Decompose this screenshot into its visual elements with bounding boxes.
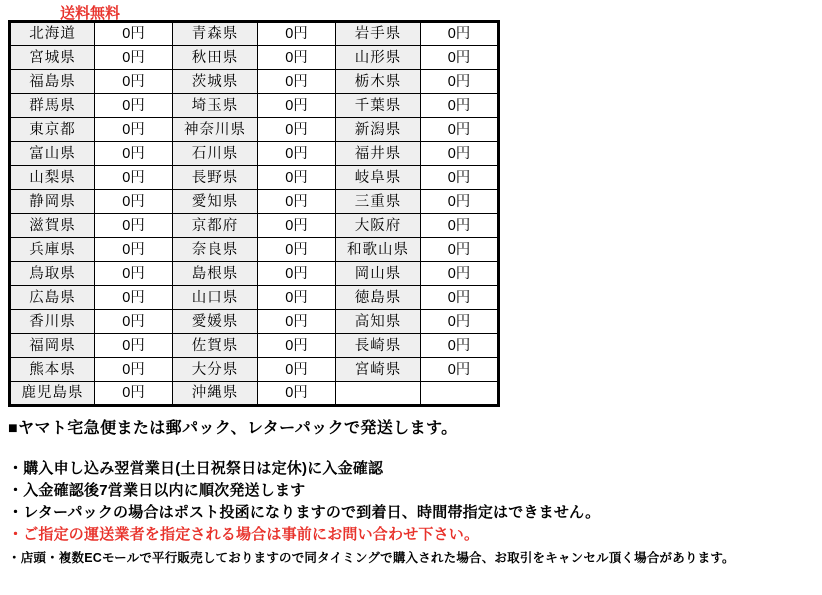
prefecture-cell: 石川県 [173, 142, 258, 166]
note-line: ・ご指定の運送業者を指定される場合は事前にお問い合わせ下さい。 [8, 526, 480, 543]
fee-cell: 0円 [95, 286, 173, 310]
fee-cell: 0円 [421, 70, 499, 94]
free-shipping-banner: 送料無料 [60, 5, 121, 22]
fee-cell: 0円 [421, 286, 499, 310]
prefecture-cell: 京都府 [173, 214, 258, 238]
fee-cell: 0円 [95, 166, 173, 190]
prefecture-cell: 岩手県 [336, 22, 421, 46]
fee-cell: 0円 [95, 70, 173, 94]
table-row [10, 94, 499, 118]
fee-cell: 0円 [258, 238, 336, 262]
prefecture-cell: 山形県 [336, 46, 421, 70]
fee-cell: 0円 [95, 94, 173, 118]
prefecture-cell: 山口県 [173, 286, 258, 310]
note-line: ・購入申し込み翌営業日(土日祝祭日は定休)に入金確認 [8, 460, 384, 477]
table-row [10, 118, 499, 142]
note-line: ・レターパックの場合はポスト投函になりますので到着日、時間帯指定はできません。 [8, 504, 601, 521]
prefecture-cell: 山梨県 [10, 166, 95, 190]
fee-cell: 0円 [421, 118, 499, 142]
table-row [10, 70, 499, 94]
table-row [10, 310, 499, 334]
shipping-notes-list [8, 458, 808, 568]
table-row [10, 142, 499, 166]
prefecture-cell: 新潟県 [336, 118, 421, 142]
prefecture-cell: 長野県 [173, 166, 258, 190]
table-row [10, 238, 499, 262]
fee-cell: 0円 [95, 214, 173, 238]
prefecture-cell: 佐賀県 [173, 334, 258, 358]
fee-cell: 0円 [95, 310, 173, 334]
prefecture-cell: 宮城県 [10, 46, 95, 70]
prefecture-cell: 兵庫県 [10, 238, 95, 262]
fee-cell: 0円 [258, 334, 336, 358]
fee-cell: 0円 [95, 358, 173, 382]
prefecture-cell: 鳥取県 [10, 262, 95, 286]
prefecture-cell: 徳島県 [336, 286, 421, 310]
prefecture-cell: 群馬県 [10, 94, 95, 118]
prefecture-cell: 和歌山県 [336, 238, 421, 262]
prefecture-cell: 岡山県 [336, 262, 421, 286]
fee-cell: 0円 [258, 166, 336, 190]
prefecture-cell: 神奈川県 [173, 118, 258, 142]
fee-cell: 0円 [95, 142, 173, 166]
prefecture-cell: 埼玉県 [173, 94, 258, 118]
prefecture-cell: 愛知県 [173, 190, 258, 214]
table-row [10, 286, 499, 310]
table-row [10, 190, 499, 214]
fee-cell: 0円 [421, 358, 499, 382]
table-row [10, 358, 499, 382]
prefecture-cell: 愛媛県 [173, 310, 258, 334]
fee-cell: 0円 [258, 118, 336, 142]
prefecture-cell: 高知県 [336, 310, 421, 334]
prefecture-cell: 千葉県 [336, 94, 421, 118]
table-row [10, 166, 499, 190]
prefecture-cell: 沖縄県 [173, 382, 258, 406]
fee-cell: 0円 [258, 214, 336, 238]
fee-cell: 0円 [258, 286, 336, 310]
fee-cell: 0円 [258, 310, 336, 334]
prefecture-cell: 島根県 [173, 262, 258, 286]
prefecture-cell: 鹿児島県 [10, 382, 95, 406]
empty-cell [336, 382, 421, 406]
prefecture-cell: 宮崎県 [336, 358, 421, 382]
fee-cell: 0円 [95, 190, 173, 214]
prefecture-cell: 栃木県 [336, 70, 421, 94]
fee-cell: 0円 [258, 70, 336, 94]
fee-cell: 0円 [258, 262, 336, 286]
fee-cell: 0円 [258, 382, 336, 406]
fee-cell: 0円 [421, 334, 499, 358]
fee-cell: 0円 [421, 142, 499, 166]
prefecture-cell: 熊本県 [10, 358, 95, 382]
prefecture-cell: 東京都 [10, 118, 95, 142]
fee-cell: 0円 [421, 238, 499, 262]
note-line: ・入金確認後7営業日以内に順次発送します [8, 482, 306, 499]
fee-cell: 0円 [258, 94, 336, 118]
fee-cell: 0円 [421, 262, 499, 286]
prefecture-cell: 福井県 [336, 142, 421, 166]
shipping-fee-table-wrapper [8, 20, 500, 407]
prefecture-cell: 北海道 [10, 22, 95, 46]
fee-cell: 0円 [421, 46, 499, 70]
fee-cell: 0円 [421, 94, 499, 118]
fee-cell: 0円 [95, 22, 173, 46]
fee-cell: 0円 [258, 46, 336, 70]
prefecture-cell: 大分県 [173, 358, 258, 382]
table-row [10, 382, 499, 406]
shipping-fee-table-body [10, 22, 499, 406]
fee-cell: 0円 [95, 382, 173, 406]
prefecture-cell: 香川県 [10, 310, 95, 334]
fee-cell: 0円 [258, 358, 336, 382]
fee-cell: 0円 [95, 262, 173, 286]
note-line: ・店頭・複数ECモールで平行販売しておりますので同タイミングで購入された場合、お取引をキャンセル頂く場合があります。 [8, 551, 735, 565]
prefecture-cell: 岐阜県 [336, 166, 421, 190]
prefecture-cell: 奈良県 [173, 238, 258, 262]
prefecture-cell: 茨城県 [173, 70, 258, 94]
prefecture-cell: 三重県 [336, 190, 421, 214]
fee-cell: 0円 [95, 238, 173, 262]
shipping-fee-table [8, 20, 500, 407]
prefecture-cell: 秋田県 [173, 46, 258, 70]
fee-cell: 0円 [421, 214, 499, 238]
table-row [10, 334, 499, 358]
fee-cell: 0円 [421, 166, 499, 190]
prefecture-cell: 福岡県 [10, 334, 95, 358]
prefecture-cell: 福島県 [10, 70, 95, 94]
fee-cell: 0円 [95, 334, 173, 358]
prefecture-cell: 青森県 [173, 22, 258, 46]
empty-cell [421, 382, 499, 406]
fee-cell: 0円 [95, 118, 173, 142]
prefecture-cell: 長崎県 [336, 334, 421, 358]
shipping-method-heading: ■ヤマト宅急便または郵パック、レターパックで発送します。 [8, 420, 458, 437]
prefecture-cell: 静岡県 [10, 190, 95, 214]
table-row [10, 214, 499, 238]
fee-cell: 0円 [95, 46, 173, 70]
table-row [10, 262, 499, 286]
fee-cell: 0円 [421, 310, 499, 334]
table-row [10, 46, 499, 70]
fee-cell: 0円 [421, 22, 499, 46]
fee-cell: 0円 [258, 22, 336, 46]
fee-cell: 0円 [258, 142, 336, 166]
prefecture-cell: 富山県 [10, 142, 95, 166]
fee-cell: 0円 [421, 190, 499, 214]
prefecture-cell: 滋賀県 [10, 214, 95, 238]
prefecture-cell: 大阪府 [336, 214, 421, 238]
fee-cell: 0円 [258, 190, 336, 214]
prefecture-cell: 広島県 [10, 286, 95, 310]
table-row [10, 22, 499, 46]
